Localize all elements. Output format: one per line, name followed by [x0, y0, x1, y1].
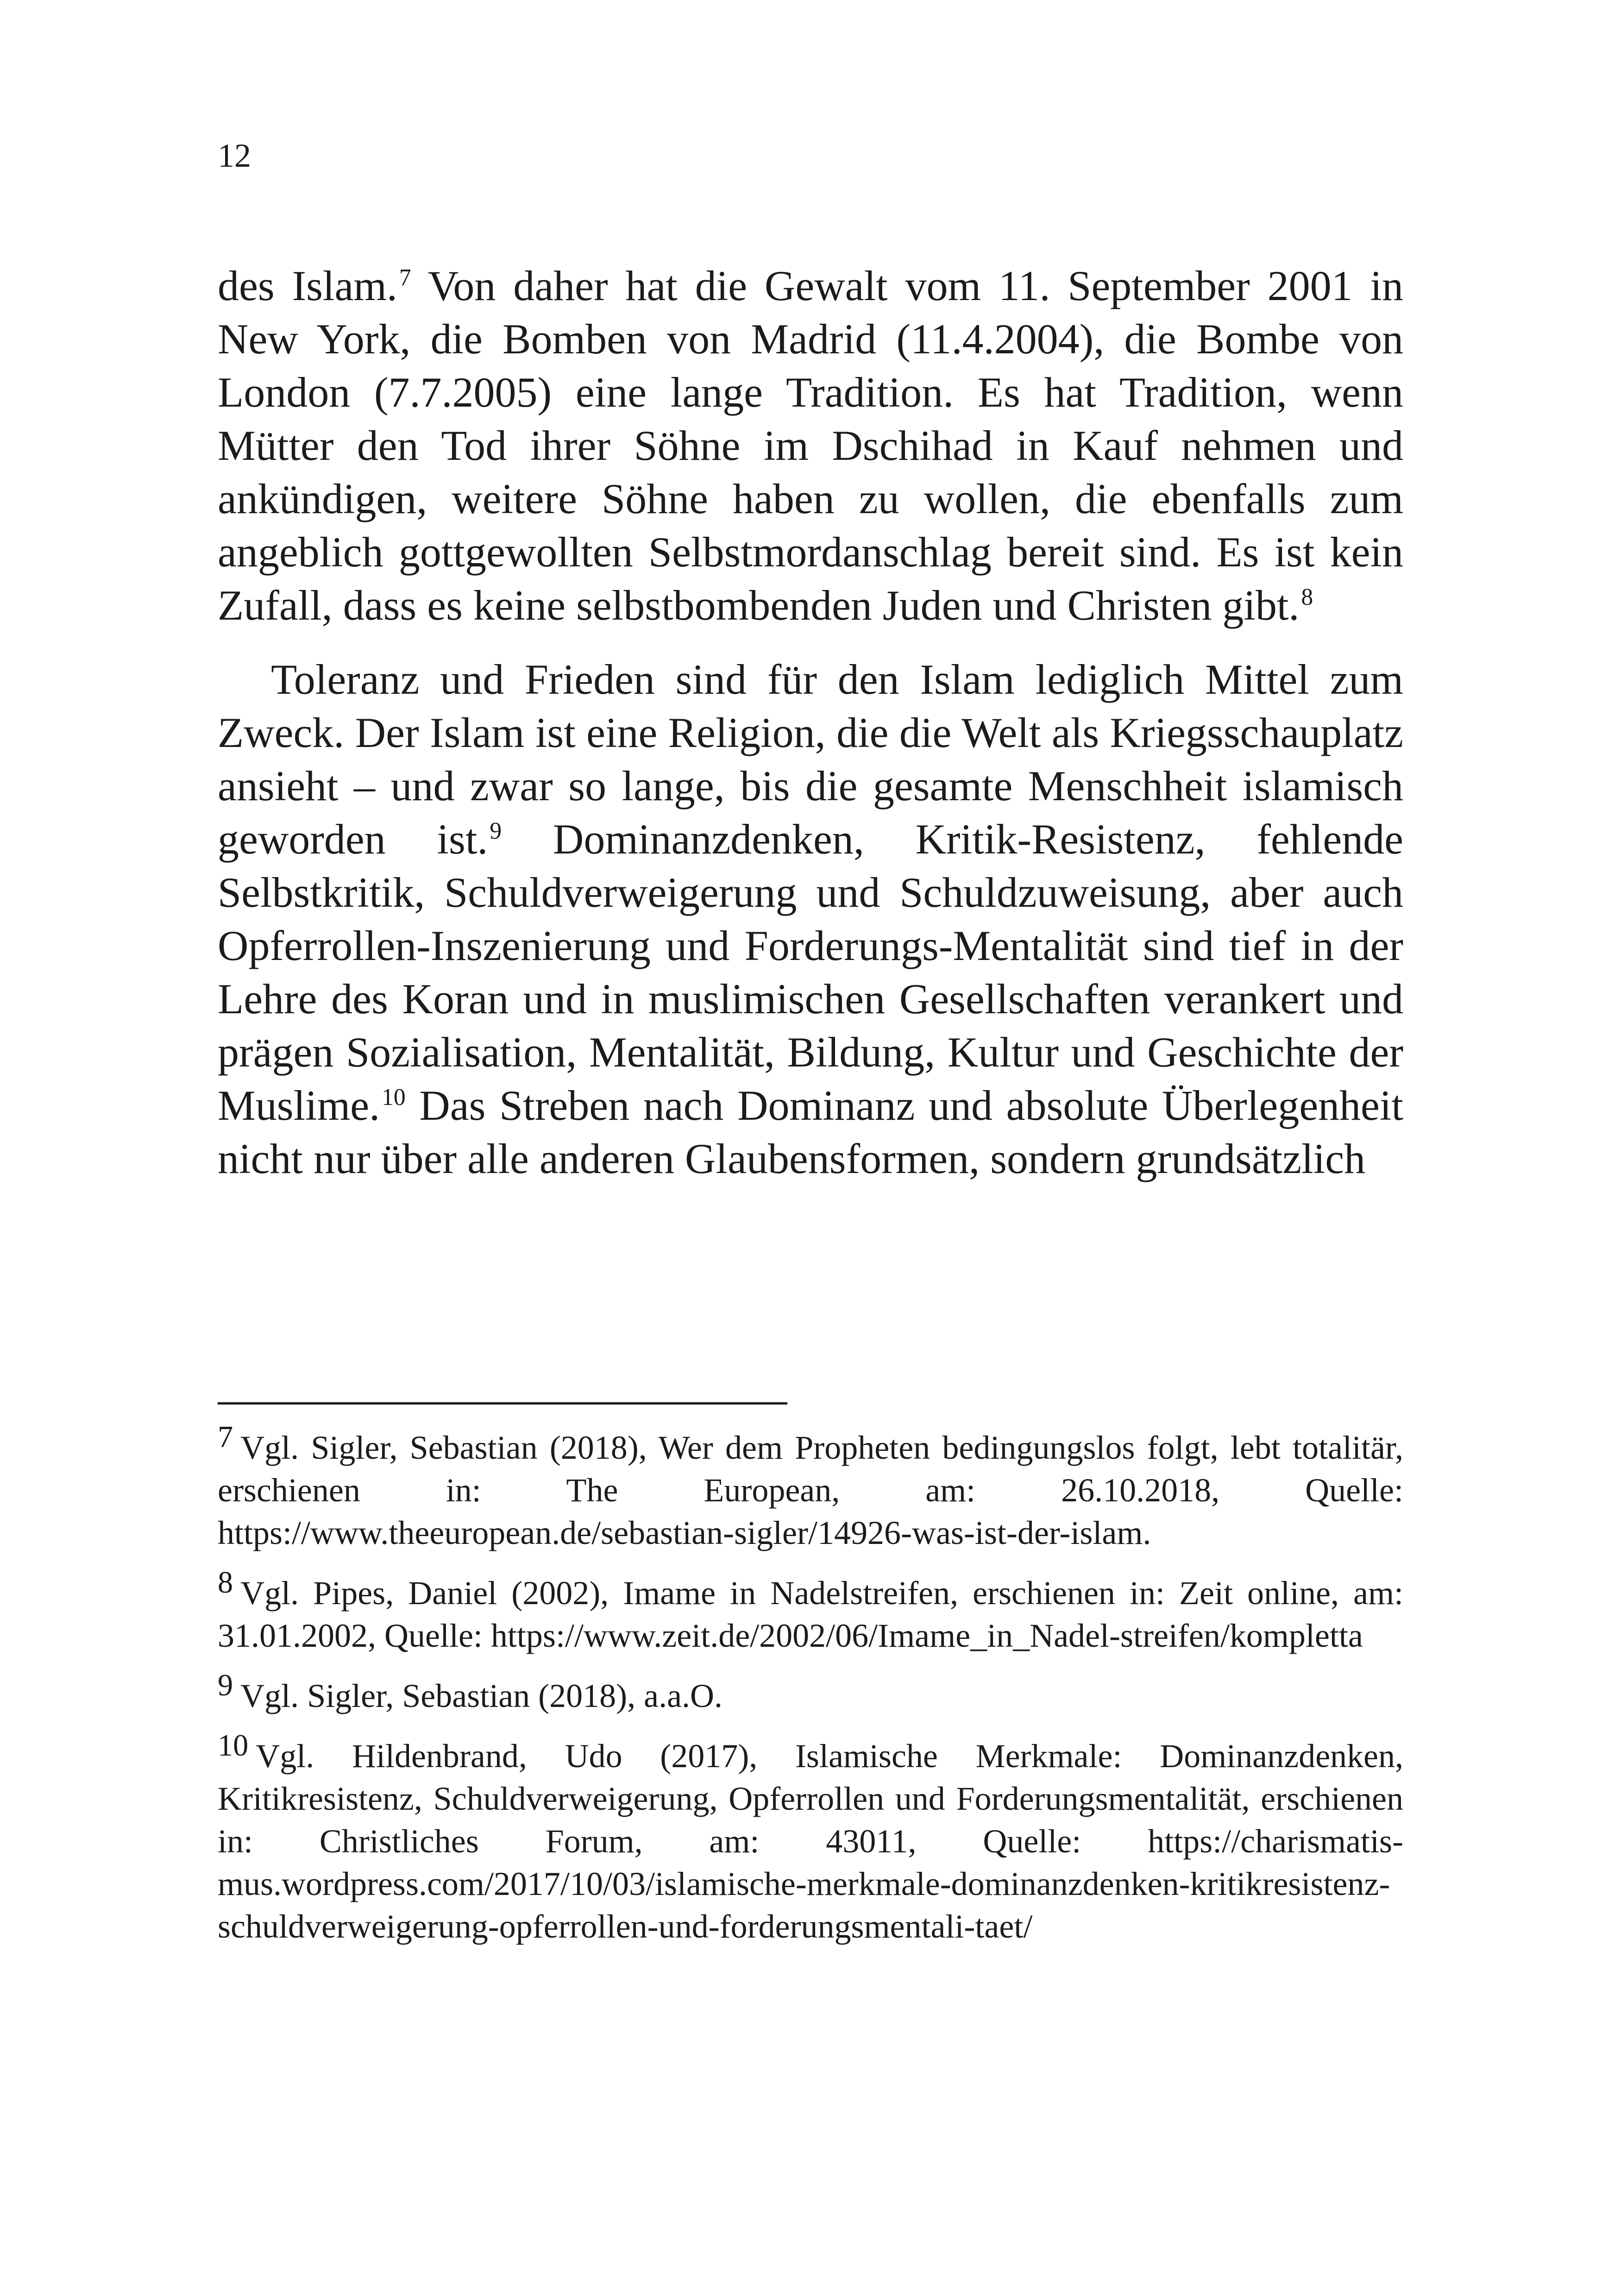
text-run: Dominanzdenken, Kritik-Resistenz, fehlende Selbstkritik, Schuldverweigerung und Schuldzuweisung, aber auch Opferrollen-Inszenierung und Forderungs-Mentalität sind tief in der Lehre des Koran und in muslimischen Gesellschaften verankert und prägen Sozialisation, Mentalität, Bildung, Kultur und Geschichte der Muslime. — [218, 816, 1403, 1129]
footnote-reference[interactable]: 7 — [399, 264, 411, 291]
text-run: Toleranz und Frieden sind für den Islam lediglich Mittel zum Zweck. Der Islam ist eine Religion, die die Welt als Kriegsschauplatz ansieht – und zwar so lange, bis die gesamte Menschheit islamisch geworden ist. — [218, 656, 1403, 863]
footnote-text: Vgl. Pipes, Daniel (2002), Imame in Nadelstreifen, erschienen in: Zeit online, am: 31.01.2002, Quelle: https://www.zeit.de/2002/06/Imame_in_Nadel-streifen/kompletta — [218, 1575, 1403, 1654]
footnote — [218, 1728, 1403, 1948]
text-run: Von daher hat die Gewalt vom 11. September 2001 in New York, die Bomben von Madrid (11.4.2004), die Bombe von London (7.7.2005) eine lange Tradition. Es hat Tradition, wenn Mütter den Tod ihrer Söhne im Dschihad in Kauf nehmen und ankündigen, weitere Söhne haben zu wollen, die ebenfalls zum angeblich gottgewollten Selbstmordanschlag bereit sind. Es ist kein Zufall, dass es keine selbstbombenden Juden und Christen gibt. — [218, 262, 1404, 629]
footnote-number: 9 — [218, 1668, 233, 1702]
footnote-number: 10 — [218, 1728, 249, 1763]
text-run: des Islam. — [218, 262, 397, 309]
footnote-reference[interactable]: 9 — [490, 818, 502, 845]
paragraph — [218, 653, 1403, 1186]
footnotes — [218, 1420, 1403, 1948]
text-run: Das Streben nach Dominanz und absolute Überlegenheit nicht nur über alle anderen Glaubensformen, sondern grundsätzlich — [218, 1082, 1403, 1182]
footnote-text: Vgl. Sigler, Sebastian (2018), Wer dem Propheten bedingungslos folgt, lebt totalitär, erschienen in: The European, am: 26.10.2018, Quelle: https://www.theeuropean.de/sebastian-sigler/14926-was-ist-der-islam. — [218, 1429, 1403, 1551]
paragraph — [218, 259, 1403, 632]
footnote-number: 7 — [218, 1420, 233, 1454]
footnote-text: Vgl. Hildenbrand, Udo (2017), Islamische Merkmale: Dominanzdenken, Kritikresistenz, Schuldverweigerung, Opferrollen und Forderungsmentalität, erschienen in: Christliches Forum, am: 43011, Quelle: https://charismatis-mus.wordpress.com/2017/10/03/islamische-merkmale-dominanzdenken-kritikresistenz-schuldverweigerung-opferrollen-und-forderungsmentali-taet/ — [218, 1738, 1403, 1945]
footnote-reference[interactable]: 8 — [1301, 584, 1313, 611]
footnote-text: Vgl. Sigler, Sebastian (2018), a.a.O. — [240, 1677, 723, 1714]
footnote-number: 8 — [218, 1565, 233, 1600]
footnote — [218, 1420, 1403, 1554]
footnote — [218, 1565, 1403, 1657]
footnote-separator — [218, 1402, 787, 1405]
page-number: 12 — [218, 137, 251, 174]
footnote-reference[interactable]: 10 — [382, 1084, 406, 1111]
footnote — [218, 1668, 1403, 1717]
main-text — [218, 259, 1403, 1186]
